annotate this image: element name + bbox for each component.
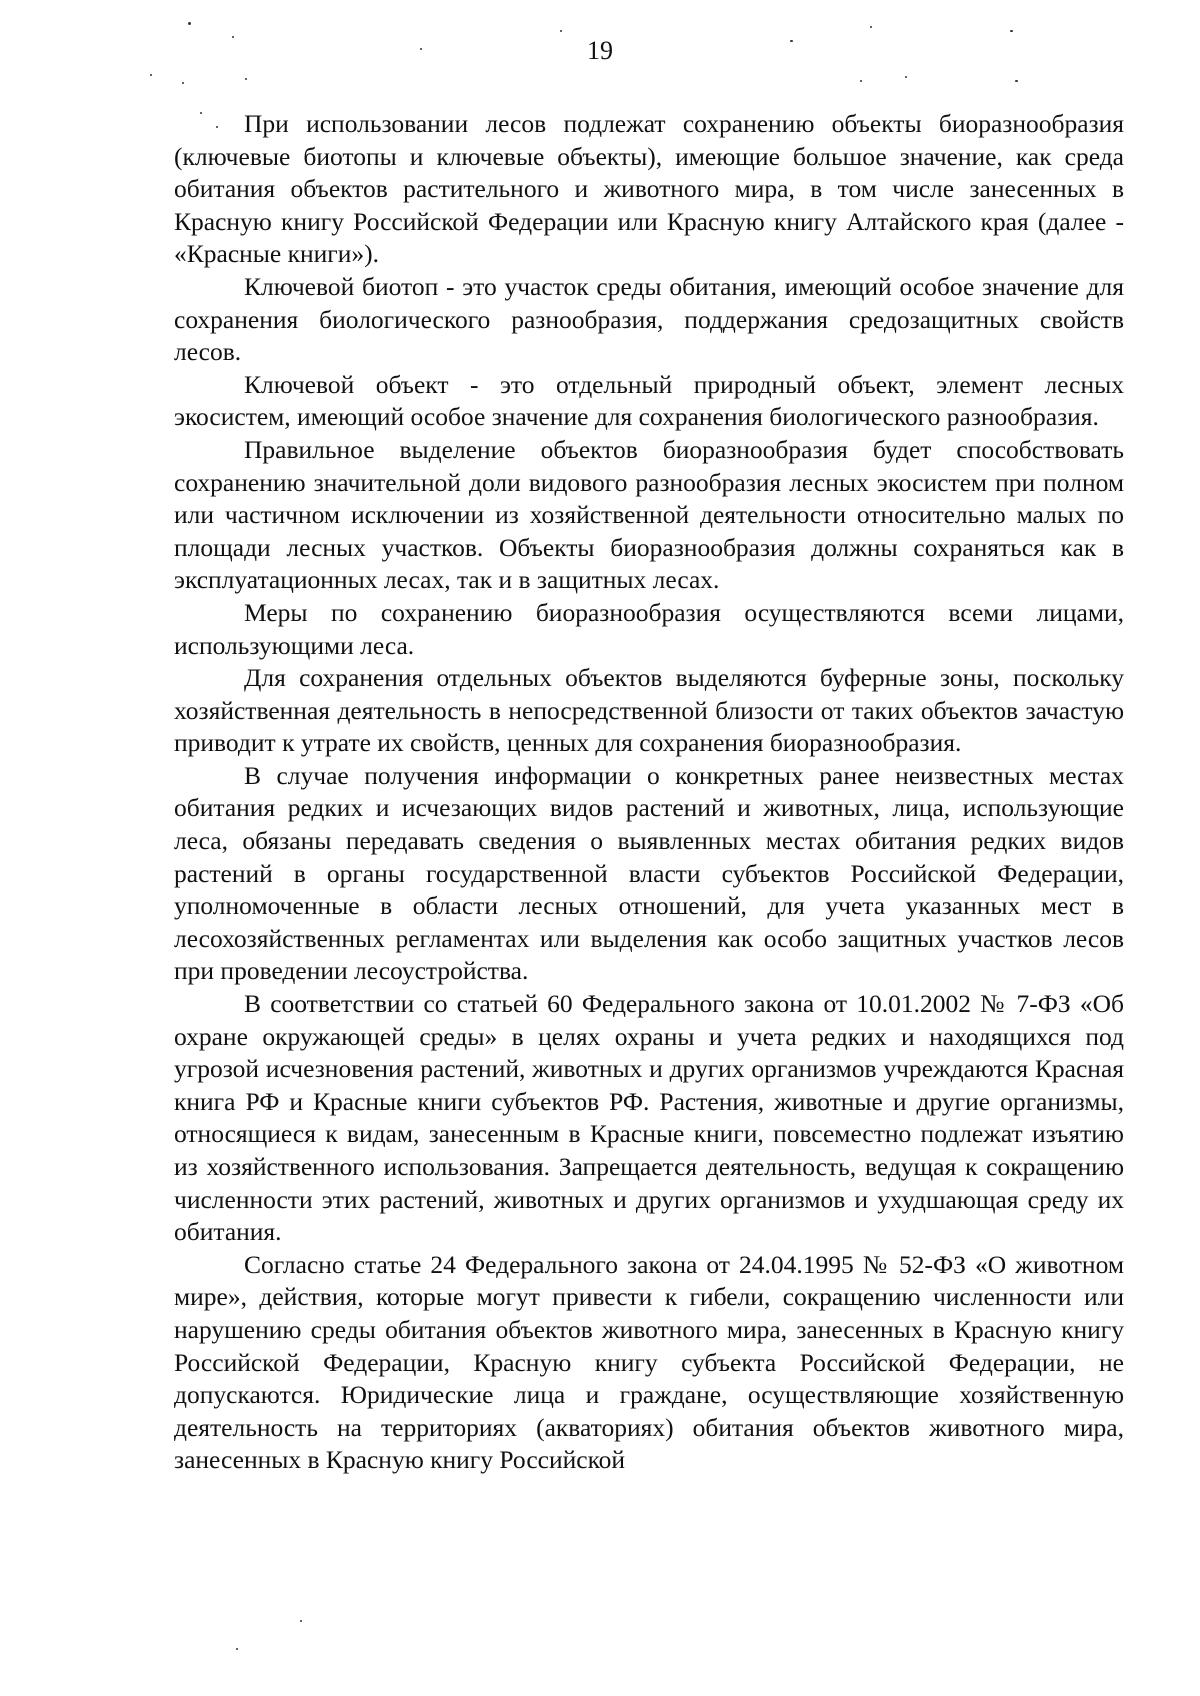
scan-speck: [236, 1648, 238, 1650]
scan-speck: [560, 30, 562, 32]
paragraph-buffer-zones: Для сохранения отдельных объектов выделяются буферные зоны, поскольку хозяйственная деятельность в непосредственной близости от таких объектов зачастую приводит к утрате их свойств, ценных для сохранения биоразнообразия.: [174, 663, 1124, 758]
scan-speck: [300, 1620, 302, 1622]
scan-speck: [188, 22, 191, 25]
paragraph-new-habitats: В случае получения информации о конкретных ранее неизвестных местах обитания редких и исчезающих видов растений и животных, лица, использующие леса, обязаны передавать сведения о выявленных местах обитания редких видов растений в органы государственной власти субъектов Российской Федерации, уполномоченные в области лесных отношений, для учета указанных мест в лесохозяйственных регламентах или выделения как особо защитных участков лесов при проведении лесоустройства.: [174, 760, 1124, 986]
scan-speck: [245, 78, 247, 80]
paragraph-key-object: Ключевой объект - это отдельный природный объект, элемент лесных экосистем, имеющий особое значение для сохранения биологического разнообразия.: [174, 369, 1124, 432]
scan-speck: [150, 74, 152, 76]
paragraph-article-60: В соответствии со статьей 60 Федерального закона от 10.01.2002 № 7-ФЗ «Об охране окружающей среды» в целях охраны и учета редких и находящихся под угрозой исчезновения растений, животных и других организмов учреждаются Красная книга РФ и Красные книги субъектов РФ. Растения, животные и другие организмы, относящиеся к видам, занесенным в Красные книги, повсеместно подлежат изъятию из хозяйственного использования. Запрещается деятельность, ведущая к сокращению численности этих растений, животных и других организмов и ухудшающая среду их обитания.: [174, 989, 1124, 1247]
scan-speck: [182, 82, 184, 84]
page-number: 19: [587, 36, 613, 65]
paragraph-key-biotope: Ключевой биотоп - это участок среды обитания, имеющий особое значение для сохранения биологического разнообразия, поддержания средозащитных свойств лесов.: [174, 271, 1124, 367]
scan-speck: [1015, 80, 1018, 82]
body-text: [174, 108, 1124, 1477]
paragraph-measures: Меры по сохранению биоразнообразия осуществляются всеми лицами, использующими леса.: [174, 597, 1124, 660]
scan-speck: [905, 76, 907, 78]
scan-speck: [870, 26, 872, 28]
scan-speck: [1010, 30, 1013, 32]
paragraph-correct-selection: Правильное выделение объектов биоразнообразия будет способствовать сохранению значительной доли видового разнообразия лесных экосистем при полном или частичном исключении из хозяйственной деятельности относительно малых по площади лесных участков. Объекты биоразнообразия должны сохраняться как в эксплуатационных лесах, так и в защитных лесах.: [174, 434, 1124, 595]
scan-speck: [860, 80, 862, 82]
paragraph-biodiversity-objects: При использовании лесов подлежат сохранению объекты биоразнообразия (ключевые биотопы и ключевые объекты), имеющие большое значение, как среда обитания объектов растительного и животного мира, в том числе занесенных в Красную книгу Российской Федерации или Красную книгу Алтайского края (далее - «Красные книги»).: [174, 109, 1124, 269]
paragraph-article-24: Согласно статье 24 Федерального закона от 24.04.1995 № 52-ФЗ «О животном мире», действия, которые могут привести к гибели, сокращению численности или нарушению среды обитания объектов животного мира, занесенных в Красную книгу Российской Федерации, Красную книгу субъекта Российской Федерации, не допускаются. Юридические лица и граждане, осуществляющие хозяйственную деятельность на территориях (акваториях) обитания объектов животного мира, занесенных в Красную книгу Российской: [174, 1249, 1124, 1475]
